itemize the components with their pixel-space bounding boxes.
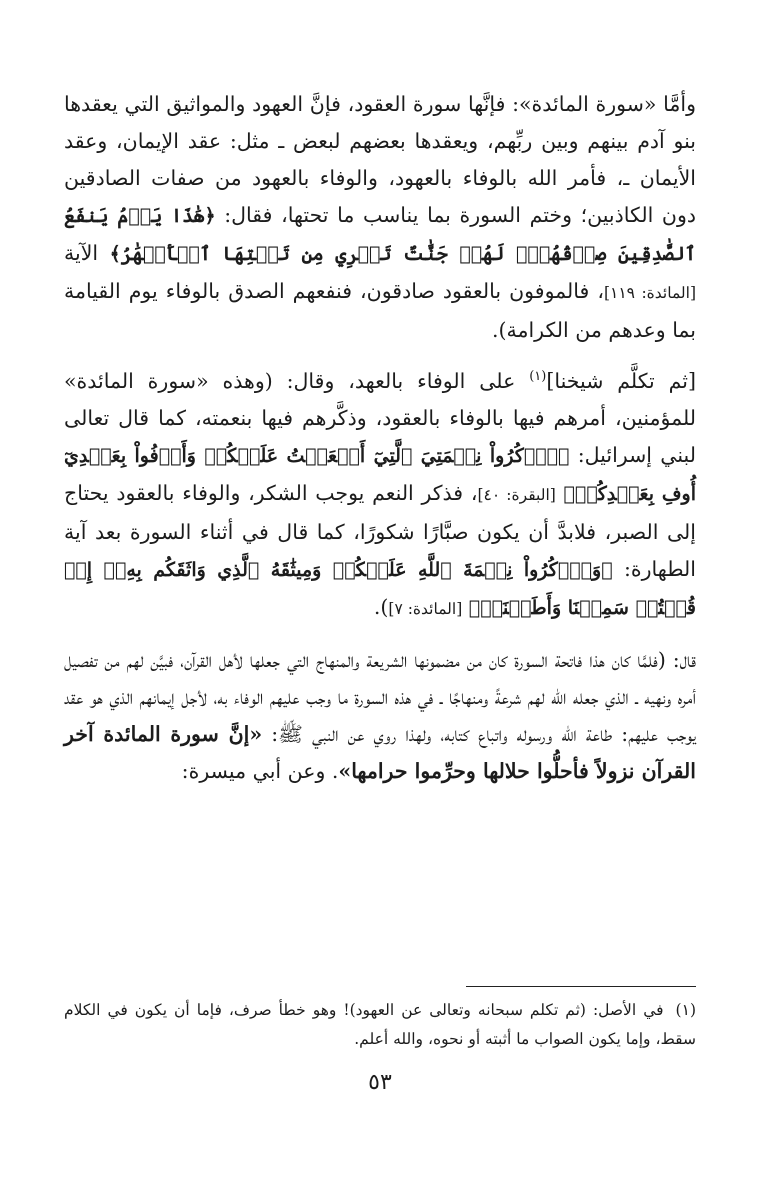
- paragraph: [64, 86, 696, 349]
- quran-verse: ﴿ٱذۡكُرُواْ نِعۡمَتِيَ ٱلَّتِيٓ أَنۡعَمۡتُ عَلَيۡكُمۡ وَأَوۡفُواْ بِعَهۡدِيٓ أُوفِ بِعَهۡدِكُمۡ﴾: [64, 445, 696, 505]
- verse-reference: [المائدة: ١١٩]: [603, 284, 696, 302]
- text-run: . وعن أبي ميسرة:: [181, 759, 339, 783]
- footnote-text: في الأصل: (ثم تكلم سبحانه وتعالى عن العهود)! وهو خطأ صرف، فإما أن يكون في الكلام سقط، وإما يكون الصواب ما أثبته أو نحوه، والله أعلم.: [64, 1001, 696, 1048]
- text-run: [ثم تكلَّم شيخنا]: [546, 369, 696, 393]
- text-run: ، فالموفون بالعقود صادقون، فنفعهم الصدق بالوفاء يوم القيامة بما وعدهم من الكرامة).: [64, 279, 696, 342]
- page-number: ٥٣: [368, 1070, 392, 1095]
- text-run: ).: [373, 595, 389, 619]
- text-run: وأمَّا «سورة المائدة»: فإنَّها سورة العقود، فإنَّ العهود والمواثيق التي يعقدها بنو آدم بينهم وبين ربِّهم، ويعقدها بعضهم لبعض ـ مثل: عقد الإيمان، وعقد الأيمان ـ، فأمر الله بالوفاء بالعهود، والوفاء بالعهود من صفات الصادقين دون الكاذبين؛ وختم السورة بما يناسب ما تحتها، فقال:: [64, 92, 696, 227]
- verse-reference: [البقرة: ٤٠]: [477, 486, 556, 504]
- footnotes: [64, 996, 696, 1054]
- quran-verse: ﴿هَٰذَا يَوۡمُ يَنفَعُ ٱلصَّٰدِقِينَ صِدۡقُهُمۡۚ لَهُمۡ جَنَّٰتٌ تَجۡرِي مِن تَحۡتِهَا ٱلۡأَنۡهَٰرُ﴾: [64, 205, 696, 265]
- text-run: على الوفاء بالعهد، وقال: (وهذه «سورة المائدة» للمؤمنين، أمرهم فيها بالوفاء بالعقود، وذكَّرهم فيها بنعمته، كما قال تعالى لبني إسرائيل:: [64, 369, 696, 467]
- quran-verse: ﴿وَٱذۡكُرُواْ نِعۡمَةَ ٱللَّهِ عَلَيۡكُمۡ وَمِيثَٰقَهُ ٱلَّذِي وَاثَقَكُم بِهِۦٓ إِذۡ قُلۡتُمۡ سَمِعۡنَا وَأَطَعۡنَاۖ﴾: [64, 559, 696, 619]
- footnote-divider: [466, 986, 696, 987]
- verse-reference: [المائدة: ٧]: [388, 600, 463, 618]
- footnote-marker: (١): [529, 369, 547, 385]
- hadith-quote: «إنَّ سورة المائدة آخر القرآن نزولاً فأحلُّوا حلالها وحرِّموا حرامها»: [64, 722, 696, 783]
- text-run: الآية: [64, 241, 99, 265]
- main-text: [64, 86, 696, 790]
- text-run: قال: (فلمَّا كان هذا فاتحة السورة كان من مضمونها الشريعة والمنهاج التي جعلها لأهل القرآن، فبيَّن لهم من تفصيل أمره ونهيه ـ الذي جعله الله لهم شرعةً ومنهاجًا ـ في هذه السورة ما وجب عليهم الوفاء به، لأجل إيمانهم الذي هو عقد يوجب عليهم: طاعة الله ورسوله واتباع كتابه، ولهذا روي عن النبي ﷺ:: [64, 648, 696, 746]
- text-run: ، فذكر النعم يوجب الشكر، والوفاء بالعقود يحتاج إلى الصبر، فلابدَّ أن يكون صبَّارًا شكورًا، كما قال في أثناء السورة بعد آية الطهارة:: [64, 481, 696, 581]
- footnote: [64, 996, 696, 1054]
- footnote-number: (١): [675, 1001, 696, 1019]
- paragraph: [64, 363, 696, 628]
- paragraph: [64, 642, 696, 790]
